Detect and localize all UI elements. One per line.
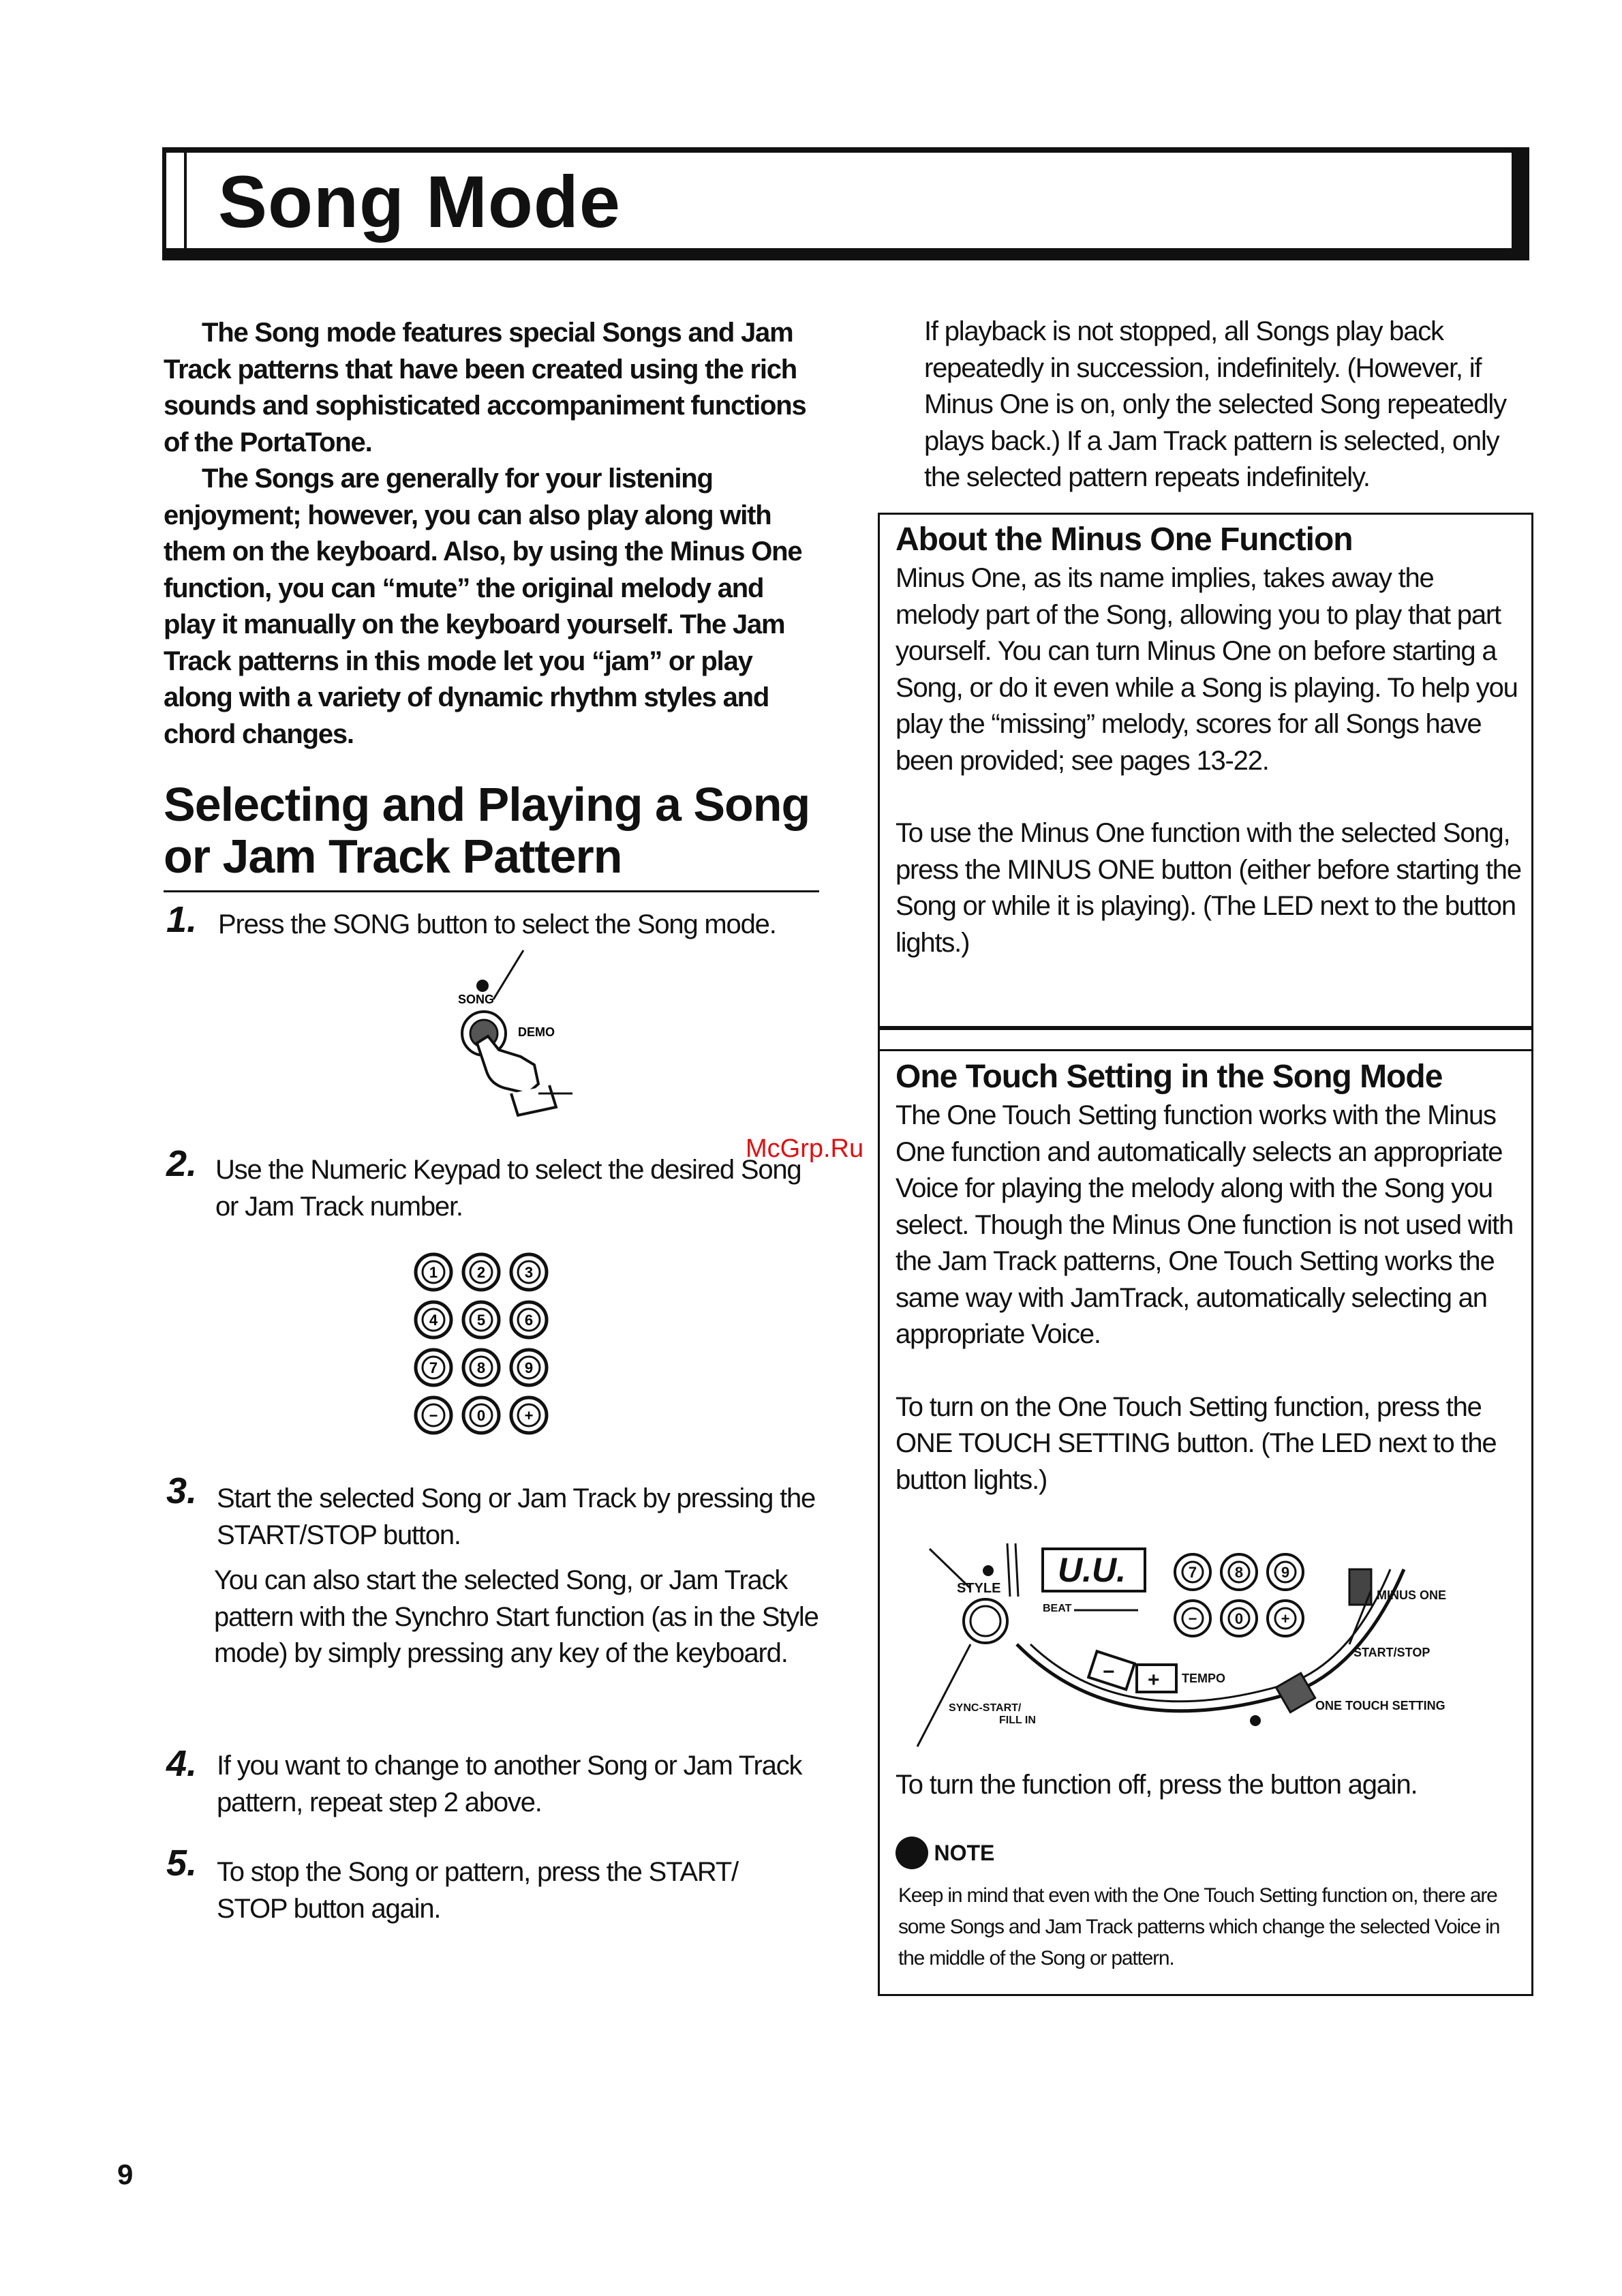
section-heading-line-2: or Jam Track Pattern: [164, 830, 622, 883]
svg-text:3: 3: [524, 1264, 534, 1281]
keypad-key-8: [463, 1350, 499, 1385]
step-2-number: 2.: [166, 1143, 198, 1184]
svg-text:7: 7: [429, 1359, 438, 1376]
svg-text:9: 9: [1281, 1564, 1290, 1581]
panel-key-8: [1221, 1554, 1257, 1590]
one-touch-paragraph-2: To turn on the One Touch Setting function, press the ONE TOUCH SETTING button. (The LED next to the button lights.): [896, 1391, 1497, 1495]
step-2-text: Use the Numeric Keypad to select the desired Song or Jam Track number.: [215, 1155, 801, 1222]
start-stop-label: START/STOP: [1353, 1646, 1430, 1659]
svg-text:5: 5: [476, 1312, 486, 1329]
note-text: Keep in mind that even with the One Touch Setting function on, there are some Songs and Jam Track patterns which change the selected Voice in the middle of the Song or pattern.: [898, 1884, 1500, 1969]
one-touch-paragraph-3: To turn the function off, press the button again.: [896, 1770, 1418, 1800]
numeric-keypad-figure: [413, 1252, 556, 1436]
one-touch-content: [896, 1057, 1522, 1498]
panel-key-9: [1268, 1554, 1303, 1590]
step-4-number: 4.: [166, 1743, 198, 1784]
keypad-key-9: [511, 1350, 547, 1385]
keypad-key-3: [511, 1254, 547, 1290]
title-banner: [162, 147, 1529, 262]
one-touch-title: One Touch Setting in the Song Mode: [896, 1059, 1443, 1095]
title-left-post: [162, 153, 187, 260]
keypad-key-5: [463, 1302, 499, 1338]
svg-text:8: 8: [476, 1359, 486, 1376]
step-3-extra-text: You can also start the selected Song, or Jam Track pattern with the Synchro Start function (as in the Style mode) by simply pressing any key of the keyboard.: [214, 1565, 818, 1668]
one-touch-box-inner-rule: [880, 1049, 1531, 1051]
intro-paragraph-2: The Songs are generally for your listening enjoyment; however, you can also play along with them on the keyboard. Also, by using the Minus One function, you can “mute” the original melody and play it manually on the keyboard yourself. The Jam Track patterns in this mode let you “jam” or play along with a variety of dynamic rhythm styles and chord changes.: [164, 464, 802, 749]
minus-one-label: MINUS ONE: [1377, 1588, 1447, 1602]
fill-in-label: FILL IN: [999, 1715, 1036, 1726]
title-bottom-rule: [162, 248, 1529, 260]
svg-text:0: 0: [1234, 1610, 1244, 1627]
keypad-key-1: [416, 1254, 451, 1290]
minus-one-title: About the Minus One Function: [896, 522, 1353, 558]
panel-key-7: [1175, 1554, 1210, 1590]
svg-text:1: 1: [429, 1264, 438, 1281]
panel-keypad: [1175, 1554, 1303, 1636]
keypad-key-2: [463, 1254, 499, 1290]
svg-text:4: 4: [429, 1312, 438, 1329]
title-right-post: [1512, 147, 1529, 260]
keypad-key-6: [511, 1302, 547, 1338]
keypad-key-plus: [511, 1398, 547, 1433]
demo-label: DEMO: [518, 1025, 555, 1039]
svg-text:−: −: [429, 1407, 438, 1424]
svg-text:2: 2: [476, 1264, 486, 1281]
intro-paragraph-1: The Song mode features special Songs and Jam Track patterns that have been created using the rich sounds and sophisticated accompaniment functions of the PortaTone.: [164, 318, 806, 457]
svg-text:+: +: [1281, 1610, 1290, 1627]
one-touch-setting-button-icon: [1276, 1673, 1315, 1712]
title-top-rule: [162, 147, 1516, 153]
tempo-plus-button: [1137, 1665, 1176, 1692]
playback-note-text: If playback is not stopped, all Songs play back repeatedly in succession, indefinitely. (However, if Minus One is on, only the selected Song repeatedly plays back.) If a Jam Track pattern is selected, only the selected pattern repeats indefinitely.: [924, 316, 1506, 492]
watermark-text: McGrp.Ru: [746, 1134, 864, 1163]
section-heading: [164, 779, 818, 882]
section-rule: [164, 890, 819, 892]
style-label: STYLE: [957, 1581, 1001, 1596]
display-readout: U.U.: [1058, 1551, 1126, 1589]
section-heading-line-1: Selecting and Playing a Song: [164, 778, 810, 831]
keypad-key-minus: [416, 1398, 451, 1433]
svg-text:−: −: [1188, 1610, 1197, 1627]
svg-text:8: 8: [1234, 1564, 1244, 1581]
step-4-text: If you want to change to another Song or Jam Track pattern, repeat step 2 above.: [217, 1751, 802, 1817]
note-label: NOTE: [934, 1840, 995, 1865]
keypad-key-0: [463, 1398, 499, 1433]
minus-one-paragraph-2: To use the Minus One function with the selected Song, press the MINUS ONE button (either before starting the Song or while it is playing). (The LED next to the button lights.): [896, 818, 1521, 958]
style-led-icon: [983, 1565, 994, 1576]
panel-key-0: [1221, 1601, 1257, 1636]
step-5-text: To stop the Song or pattern, press the START/ STOP button again.: [217, 1857, 738, 1924]
svg-text:0: 0: [476, 1407, 486, 1424]
page-number: 9: [117, 2158, 134, 2190]
panel-key-plus: [1268, 1601, 1303, 1636]
panel-key-minus: [1175, 1601, 1210, 1636]
minus-one-paragraph-1: Minus One, as its name implies, takes away the melody part of the Song, allowing you to play that part yourself. You can turn Minus One on before starting a Song, or do it even while a Song is playing. To help you play the “missing” melody, scores for all Songs have been provided; see pages 13-22.: [896, 563, 1518, 776]
keypad-key-4: [416, 1302, 451, 1338]
song-label: SONG: [458, 993, 495, 1006]
svg-text:6: 6: [524, 1312, 534, 1329]
sync-start-label: SYNC-START/: [949, 1702, 1022, 1714]
note-header: [896, 1837, 994, 1875]
svg-text:9: 9: [524, 1359, 534, 1376]
step-1-number: 1.: [166, 899, 198, 940]
minus-one-content: [896, 519, 1522, 961]
step-1-text: Press the SONG button to select the Song mode.: [218, 909, 776, 939]
keypad-key-7: [416, 1350, 451, 1385]
intro-text: [164, 315, 818, 753]
song-led-icon: [476, 980, 489, 992]
svg-text:7: 7: [1188, 1564, 1197, 1581]
one-touch-led-icon: [1250, 1715, 1261, 1726]
pressing-hand-icon: [477, 1036, 538, 1093]
step-3-text: Start the selected Song or Jam Track by pressing the START/STOP button.: [217, 1483, 816, 1550]
step-3-number: 3.: [166, 1470, 198, 1511]
note-icon: [896, 1837, 928, 1869]
control-panel-figure: [913, 1542, 1472, 1753]
tempo-plus-label: +: [1148, 1669, 1160, 1691]
tempo-minus-label: −: [1103, 1661, 1115, 1683]
song-button-figure: [436, 948, 600, 1145]
page-title: Song Mode: [218, 160, 621, 243]
one-touch-paragraph-1: The One Touch Setting function works with the Minus One function and automatically selects an appropriate Voice for playing the melody along with the Song you select. Though the Minus One function is not used with the Jam Track patterns, One Touch Setting works the same way with JamTrack, automatically selecting an appropriate Voice.: [896, 1100, 1514, 1349]
tempo-label: TEMPO: [1182, 1672, 1226, 1685]
tempo-minus-button: [1088, 1651, 1135, 1689]
beat-label: BEAT: [1043, 1603, 1072, 1614]
step-5-number: 5.: [166, 1843, 198, 1884]
one-touch-setting-label: ONE TOUCH SETTING: [1315, 1699, 1445, 1712]
svg-text:+: +: [524, 1407, 534, 1424]
